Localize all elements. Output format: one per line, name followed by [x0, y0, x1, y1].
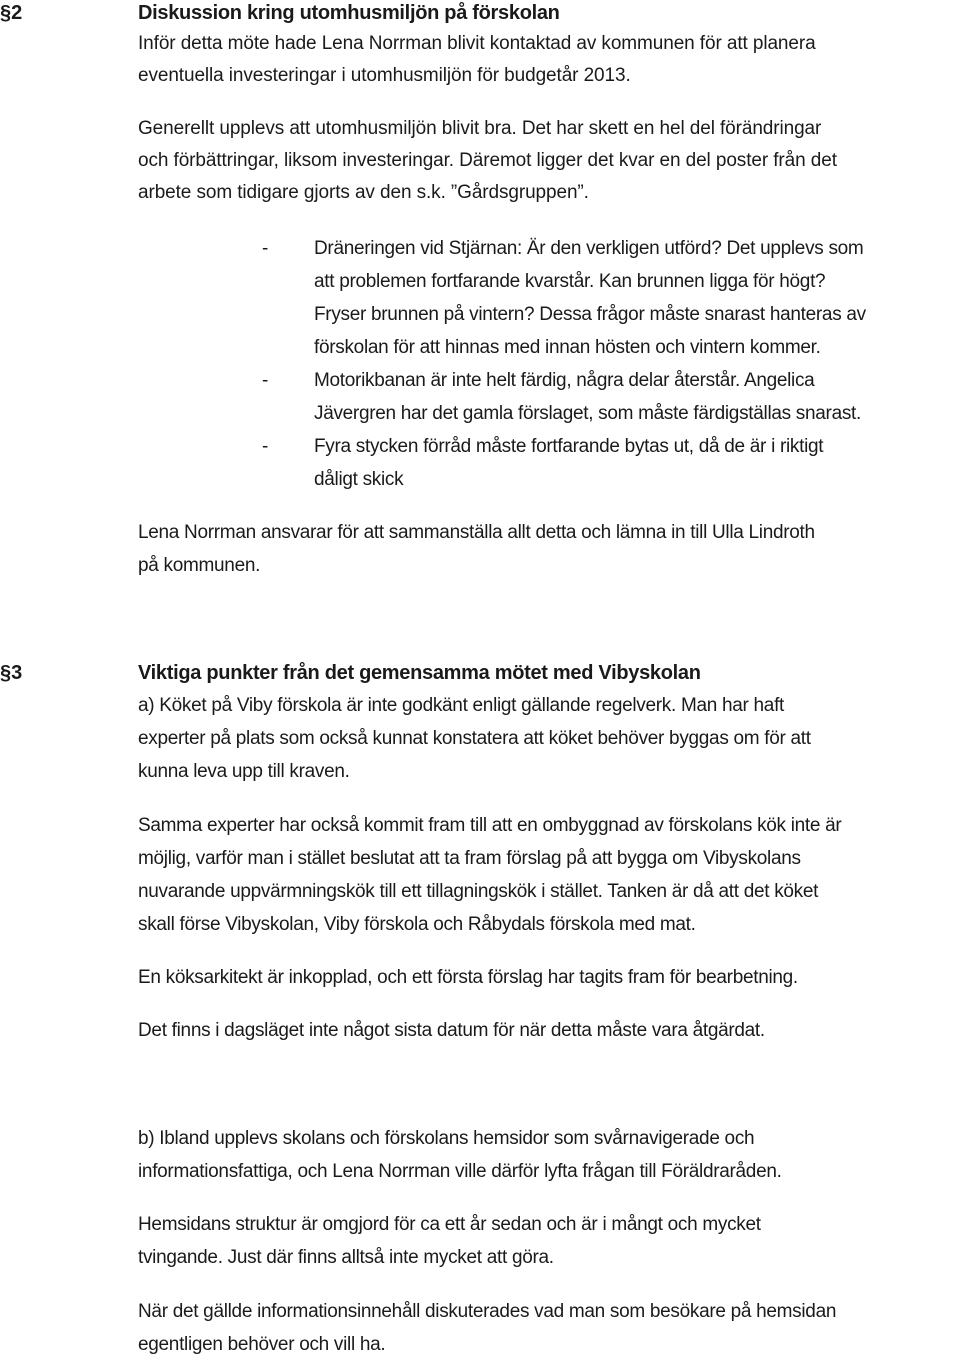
text-line: kunna leva upp till kraven. [138, 761, 350, 782]
bullet-item [314, 364, 861, 430]
section-2-number: §2 [0, 2, 23, 24]
text-line: Lena Norrman ansvarar för att sammanställa allt detta och lämna in till Ulla Lindroth [138, 522, 815, 543]
text-line: arbete som tidigare gjorts av den s.k. ”Gårdsgruppen”. [138, 182, 589, 203]
section-3-paragraph-e [138, 1122, 782, 1188]
text-line: informationsfattiga, och Lena Norrman ville därför lyfta frågan till Föräldraråden. [138, 1161, 782, 1182]
bullet-dash: - [262, 238, 269, 259]
section-3-paragraph-f [138, 1208, 761, 1274]
bullet-item [314, 430, 823, 496]
text-line: möjlig, varför man i stället beslutat att ta fram förslag på att bygga om Vibyskolans [138, 848, 801, 869]
text-line: Generellt upplevs att utomhusmiljön blivit bra. Det har skett en hel del förändringar [138, 118, 822, 139]
text-line: tvingande. Just där finns alltså inte mycket att göra. [138, 1247, 554, 1268]
text-line: a) Köket på Viby förskola är inte godkänt enligt gällande regelverk. Man har haft [138, 695, 785, 716]
text-line: nuvarande uppvärmningskök till ett tillagningskök i stället. Tanken är då att det köket [138, 881, 819, 902]
text-line: Fyra stycken förråd måste fortfarande bytas ut, då de är i riktigt [314, 436, 824, 457]
bullet-item [314, 232, 866, 364]
section-2-title: Diskussion kring utomhusmiljön på förskolan [138, 2, 560, 24]
section-3-number: §3 [0, 662, 23, 684]
section-3-paragraph-a [138, 689, 811, 788]
text-line: b) Ibland upplevs skolans och förskolans hemsidor som svårnavigerade och [138, 1128, 755, 1149]
text-line: Hemsidans struktur är omgjord för ca ett år sedan och är i mångt och mycket [138, 1214, 761, 1235]
text-line: på kommunen. [138, 555, 261, 576]
text-line: att problemen fortfarande kvarstår. Kan brunnen ligga för högt? [314, 271, 826, 292]
text-line: dåligt skick [314, 469, 404, 490]
section-3-paragraph-c: En köksarkitekt är inkopplad, och ett första förslag har tagits fram för bearbetning. [138, 967, 798, 988]
text-line: eventuella investeringar i utomhusmiljön för budgetår 2013. [138, 65, 631, 86]
text-line: experter på plats som också kunnat konstatera att köket behöver byggas om för att [138, 728, 811, 749]
section-2-paragraph [138, 113, 837, 209]
text-line: Inför detta möte hade Lena Norrman blivit kontaktad av kommunen för att planera [138, 33, 816, 54]
text-line: Motorikbanan är inte helt färdig, några delar återstår. Angelica [314, 370, 815, 391]
section-3-paragraph-b [138, 809, 841, 941]
section-3-paragraph-d: Det finns i dagsläget inte något sista datum för när detta måste vara åtgärdat. [138, 1020, 765, 1041]
text-line: Jävergren har det gamla förslaget, som måste färdigställas snarast. [314, 403, 861, 424]
text-line: Samma experter har också kommit fram till att en ombyggnad av förskolans kök inte är [138, 815, 842, 836]
text-line: och förbättringar, liksom investeringar. Däremot ligger det kvar en del poster från det [138, 150, 837, 171]
text-line: När det gällde informationsinnehåll diskuterades vad man som besökare på hemsidan [138, 1301, 837, 1322]
text-line: skall förse Vibyskolan, Viby förskola och Råbydals förskola med mat. [138, 914, 696, 935]
section-3-paragraph-g [138, 1295, 836, 1361]
text-line: förskolan för att hinnas med innan hösten och vintern kommer. [314, 337, 821, 358]
section-2-closing [138, 516, 815, 582]
text-line: egentligen behöver och vill ha. [138, 1334, 386, 1355]
section-2-intro [138, 28, 816, 92]
bullet-dash: - [262, 436, 269, 457]
text-line: Fryser brunnen på vintern? Dessa frågor måste snarast hanteras av [314, 304, 866, 325]
section-3-title: Viktiga punkter från det gemensamma mötet med Vibyskolan [138, 662, 701, 684]
text-line: Dräneringen vid Stjärnan: Är den verkligen utförd? Det upplevs som [314, 238, 864, 259]
bullet-dash: - [262, 370, 269, 391]
